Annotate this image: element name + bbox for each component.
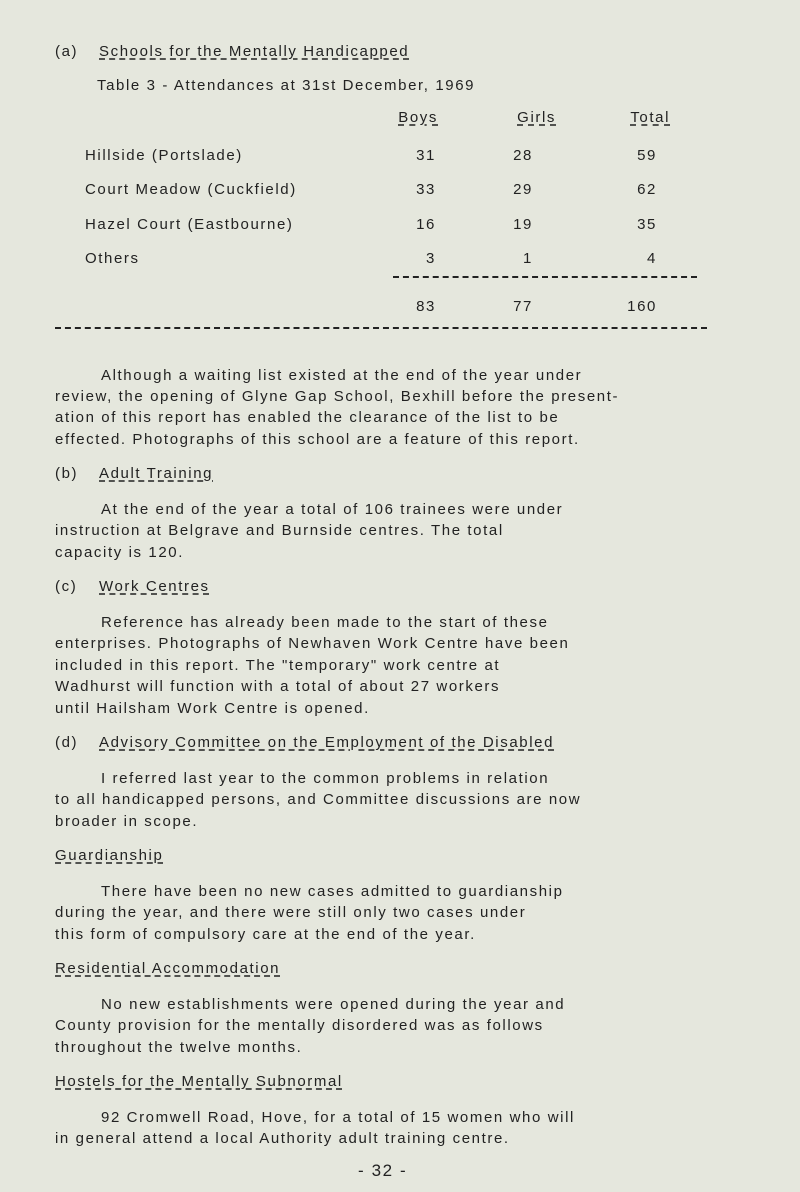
hostels-heading: Hostels for the Mentally Subnormal <box>55 1073 343 1090</box>
column-header-total: Total <box>630 109 670 126</box>
school-name: Court Meadow (Cuckfield) <box>85 181 297 198</box>
page-number: - 32 - <box>358 1161 408 1180</box>
section-b-label: (b) <box>55 465 79 482</box>
text-line: review, the opening of Glyne Gap School, Bexhill before the present- <box>55 388 620 405</box>
text-line: No new establishments were opened during the year and <box>101 996 566 1013</box>
boys-value: 33 <box>416 181 436 198</box>
grand-total: 160 <box>627 298 657 315</box>
girls-value: 1 <box>523 250 533 267</box>
section-b-heading: Adult Training <box>99 465 214 482</box>
girls-value: 28 <box>513 147 533 164</box>
column-header-girls: Girls <box>517 109 556 126</box>
text-line: instruction at Belgrave and Burnside centres. The total <box>55 522 504 539</box>
school-name: Hillside (Portslade) <box>85 147 243 164</box>
text-line: throughout the twelve months. <box>55 1039 303 1056</box>
section-d-label: (d) <box>55 734 79 751</box>
total-value: 59 <box>637 147 657 164</box>
section-a-label: (a) <box>55 43 79 60</box>
residential-heading: Residential Accommodation <box>55 960 281 977</box>
section-a-heading: Schools for the Mentally Handicapped <box>99 43 410 60</box>
text-line: ation of this report has enabled the clearance of the list to be <box>55 409 560 426</box>
total-value: 35 <box>637 216 657 233</box>
section-d-heading: Advisory Committee on the Employment of the Disabled <box>99 734 555 751</box>
boys-value: 16 <box>416 216 436 233</box>
text-line: in general attend a local Authority adult training centre. <box>55 1130 510 1147</box>
text-line: capacity is 120. <box>55 544 184 561</box>
text-line: At the end of the year a total of 106 trainees were under <box>101 501 564 518</box>
text-line: effected. Photographs of this school are a feature of this report. <box>55 431 580 448</box>
table-end-rule <box>55 327 707 329</box>
school-name: Others <box>85 250 140 267</box>
text-line: Although a waiting list existed at the end of the year under <box>101 367 583 384</box>
table-title: Table 3 - Attendances at 31st December, 1969 <box>97 77 476 94</box>
text-line: County provision for the mentally disordered was as follows <box>55 1017 544 1034</box>
text-line: included in this report. The "temporary" work centre at <box>55 657 501 674</box>
total-value: 4 <box>647 250 657 267</box>
text-line: during the year, and there were still only two cases under <box>55 904 527 921</box>
text-line: I referred last year to the common problems in relation <box>101 770 550 787</box>
guardianship-heading: Guardianship <box>55 847 164 864</box>
section-c-heading: Work Centres <box>99 578 210 595</box>
boys-total: 83 <box>416 298 436 315</box>
text-line: Reference has already been made to the start of these <box>101 614 549 631</box>
column-header-boys: Boys <box>398 109 438 126</box>
subtotal-rule <box>393 276 697 278</box>
text-line: Wadhurst will function with a total of about 27 workers <box>55 678 501 695</box>
text-line: enterprises. Photographs of Newhaven Work Centre have been <box>55 635 570 652</box>
girls-value: 19 <box>513 216 533 233</box>
text-line: There have been no new cases admitted to guardianship <box>101 883 564 900</box>
school-name: Hazel Court (Eastbourne) <box>85 216 294 233</box>
total-value: 62 <box>637 181 657 198</box>
boys-value: 3 <box>426 250 436 267</box>
girls-total: 77 <box>513 298 533 315</box>
text-line: broader in scope. <box>55 813 199 830</box>
section-c-label: (c) <box>55 578 78 595</box>
text-line: this form of compulsory care at the end of the year. <box>55 926 476 943</box>
text-line: until Hailsham Work Centre is opened. <box>55 700 370 717</box>
text-line: to all handicapped persons, and Committee discussions are now <box>55 791 582 808</box>
text-line: 92 Cromwell Road, Hove, for a total of 15 women who will <box>101 1109 575 1126</box>
boys-value: 31 <box>416 147 436 164</box>
girls-value: 29 <box>513 181 533 198</box>
